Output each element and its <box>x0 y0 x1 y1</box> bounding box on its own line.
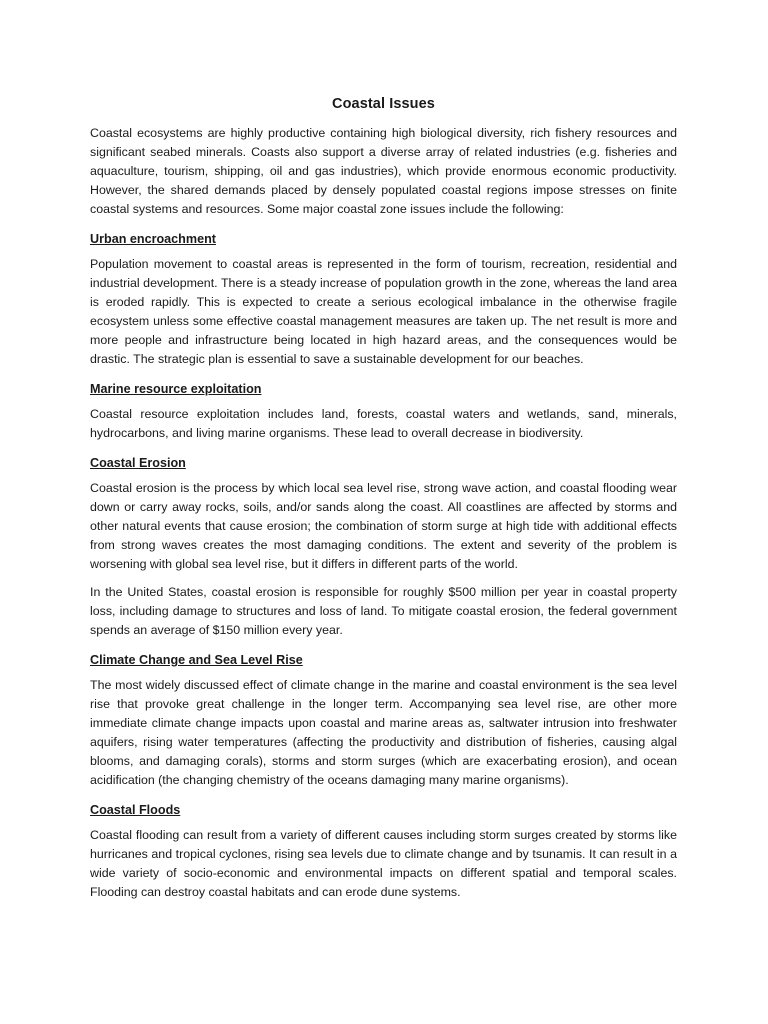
section-heading-climate-change: Climate Change and Sea Level Rise <box>90 653 303 667</box>
section-heading-urban-encroachment: Urban encroachment <box>90 232 216 246</box>
section-paragraph: Coastal resource exploitation includes land, forests, coastal waters and wetlands, sand, minerals, hydrocarbons, and living marine organisms. These lead to overall decrease in biodiversity. <box>90 407 677 440</box>
section-paragraph: The most widely discussed effect of climate change in the marine and coastal environment is the sea level rise that provoke great challenge in the longer term. Accompanying sea level rise, are other more immediate climate change impacts upon coastal and marine areas as, saltwater intrusion into freshwater aquifers, rising water temperatures (affecting the productivity and distribution of fisheries, causing algal blooms, and damaging corals), storms and storm surges (which are exacerbating erosion), and ocean acidification (the changing chemistry of the oceans damaging many marine organisms). <box>90 678 677 787</box>
section-paragraph: Coastal erosion is the process by which local sea level rise, strong wave action, and coastal flooding wear down or carry away rocks, soils, and/or sands along the coast. All coastlines are affected by storms and other natural events that cause erosion; the combination of storm surge at high tide with additional effects from strong waves creates the most damaging conditions. The extent and severity of the problem is worsening with global sea level rise, but it differs in different parts of the world. <box>90 481 677 571</box>
section-heading-marine-resource-exploitation: Marine resource exploitation <box>90 382 262 396</box>
section-heading-coastal-erosion: Coastal Erosion <box>90 456 186 470</box>
section-paragraph: In the United States, coastal erosion is responsible for roughly $500 million per year in coastal property loss, including damage to structures and loss of land. To mitigate coastal erosion, the federal government spends an average of $150 million every year. <box>90 585 677 637</box>
section-paragraph: Population movement to coastal areas is represented in the form of tourism, recreation, residential and industrial development. There is a steady increase of population growth in the zone, whereas the land area is eroded rapidly. This is expected to create a serious ecological imbalance in the otherwise fragile ecosystem unless some effective coastal management measures are taken up. The net result is more and more people and infrastructure being located in high hazard areas, and the consequences would be drastic. The strategic plan is essential to save a sustainable development for our beaches. <box>90 257 677 366</box>
intro-paragraph: Coastal ecosystems are highly productive containing high biological diversity, rich fishery resources and significant seabed minerals. Coasts also support a diverse array of related industries (e.g. fisheries and aquaculture, tourism, shipping, oil and gas industries), which provide enormous economic productivity. However, the shared demands placed by densely populated coastal regions impose stresses on finite coastal systems and resources. Some major coastal zone issues include the following: <box>90 126 677 216</box>
section-heading-coastal-floods: Coastal Floods <box>90 803 181 817</box>
document-title: Coastal Issues <box>332 96 435 112</box>
section-paragraph: Coastal flooding can result from a variety of different causes including storm surges created by storms like hurricanes and tropical cyclones, rising sea levels due to climate change and by tsunamis. It can result in a wide variety of socio-economic and environmental impacts on different spatial and temporal scales. Flooding can destroy coastal habitats and can erode dune systems. <box>90 828 677 899</box>
document-page <box>90 96 677 911</box>
